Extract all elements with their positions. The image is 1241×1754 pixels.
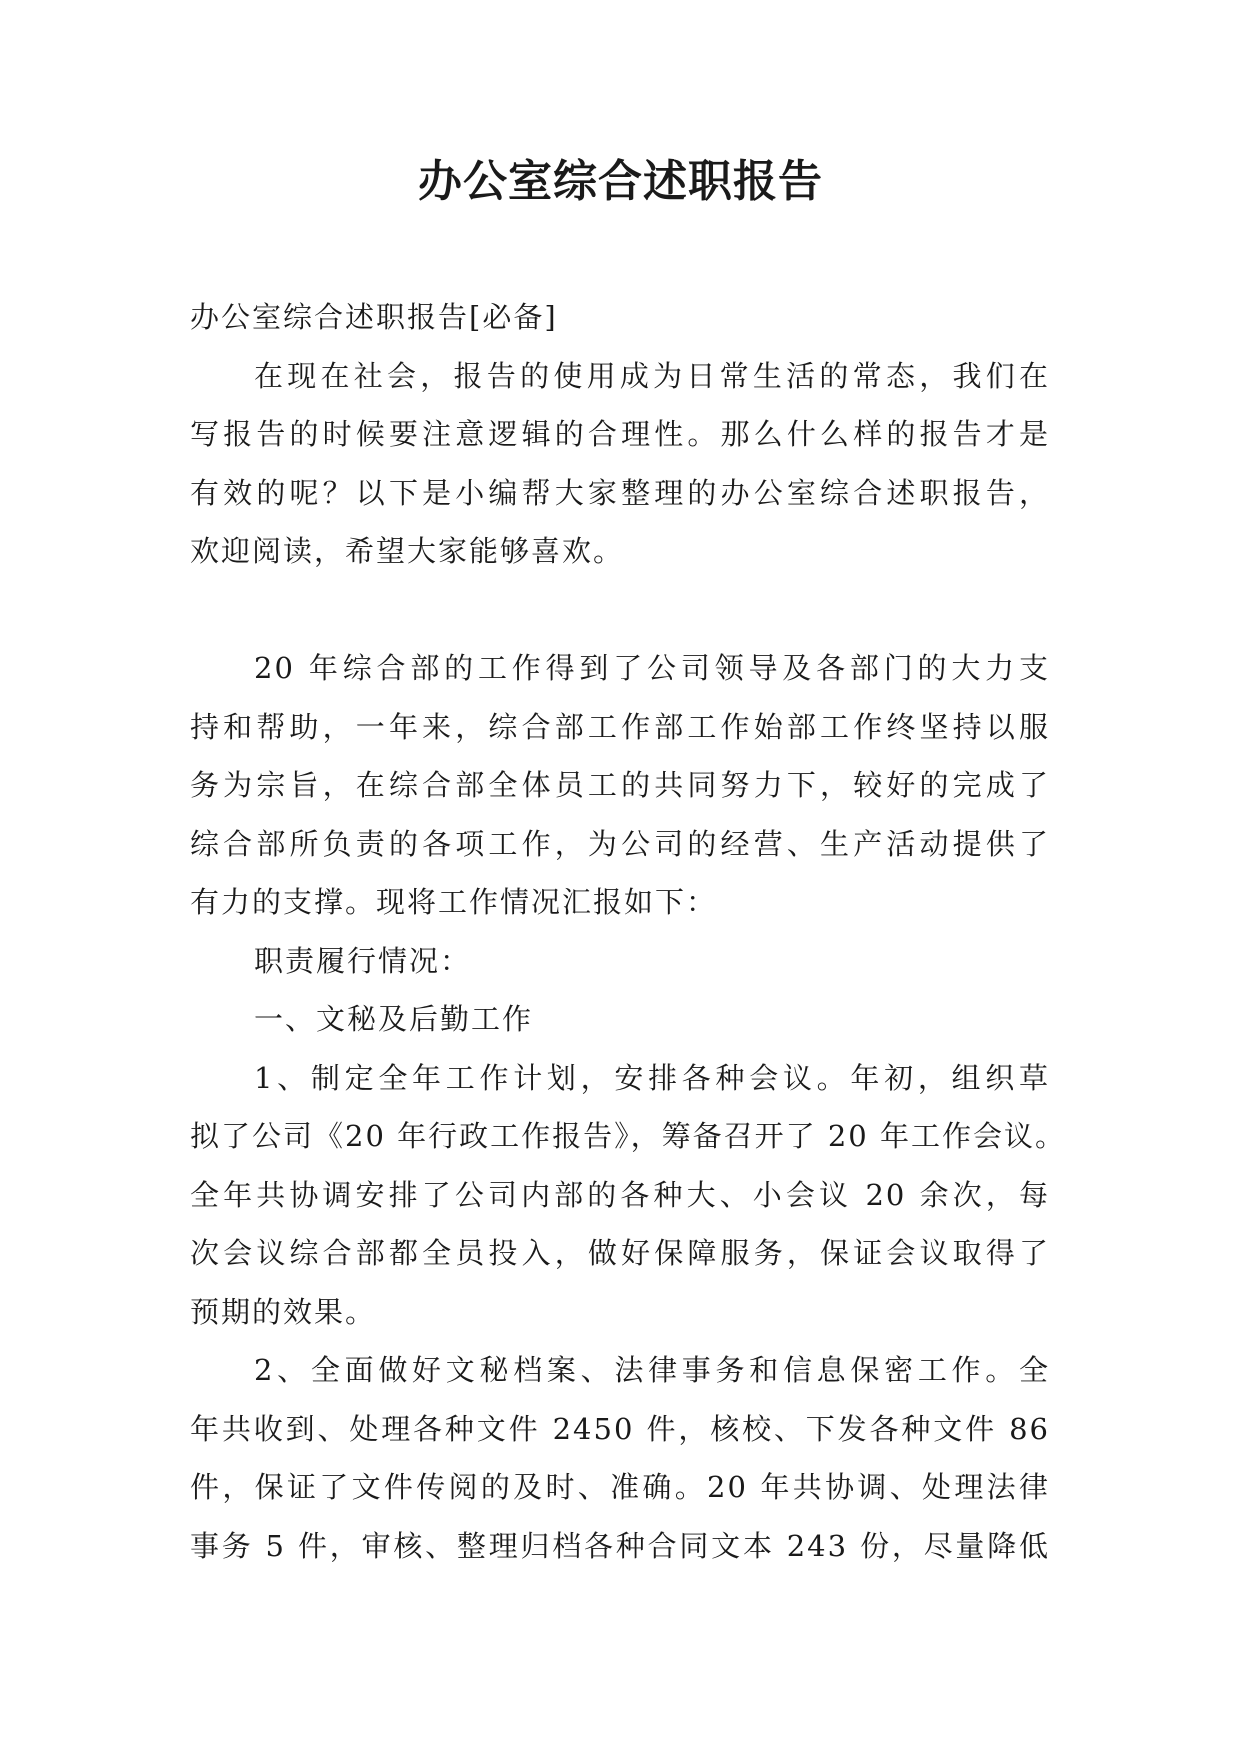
item1-line-1: 1、制定全年工作计划，安排各种会议。年初，组织草 — [254, 1060, 1050, 1095]
item1-line-2: 拟了公司《20 年行政工作报告》，筹备召开了 20 年工作会议。 — [190, 1119, 1066, 1153]
item1-line-4: 次会议综合部都全员投入，做好保障服务，保证会议取得了 — [190, 1236, 1050, 1270]
summary-line-5: 有力的支撑。现将工作情况汇报如下： — [190, 885, 718, 919]
section-heading-duties: 职责履行情况： — [254, 943, 472, 978]
summary-line-2: 持和帮助，一年来，综合部工作部工作始部工作终坚持以服 — [190, 709, 1050, 744]
item1-line-5: 预期的效果。 — [190, 1294, 377, 1329]
item2-line-3: 件，保证了文件传阅的及时、准确。20 年共协调、处理法律 — [190, 1470, 1050, 1504]
summary-line-1: 20 年综合部的工作得到了公司领导及各部门的大力支 — [254, 651, 1050, 685]
paragraph-gap — [190, 581, 1050, 640]
document-body — [190, 288, 1066, 1575]
document-title: 办公室综合述职报告 — [418, 156, 823, 207]
intro-line-3: 有效的呢？以下是小编帮大家整理的办公室综合述职报告， — [190, 475, 1050, 510]
intro-line-2: 写报告的时候要注意逻辑的合理性。那么什么样的报告才是 — [190, 417, 1050, 451]
item2-line-1: 2、全面做好文秘档案、法律事务和信息保密工作。全 — [254, 1353, 1050, 1387]
item2-line-2: 年共收到、处理各种文件 2450 件，核校、下发各种文件 86 — [190, 1411, 1050, 1446]
item2-line-4: 事务 5 件，审核、整理归档各种合同文本 243 份，尽量降低 — [190, 1528, 1050, 1563]
intro-line-1: 在现在社会，报告的使用成为日常生活的常态，我们在 — [254, 358, 1050, 393]
section-heading-1: 一、文秘及后勤工作 — [254, 1002, 534, 1036]
item1-line-3: 全年共协调安排了公司内部的各种大、小会议 20 余次，每 — [190, 1177, 1050, 1212]
summary-line-3: 务为宗旨，在综合部全体员工的共同努力下，较好的完成了 — [190, 768, 1050, 802]
subtitle-line: 办公室综合述职报告[必备] — [190, 300, 558, 334]
intro-line-4: 欢迎阅读，希望大家能够喜欢。 — [190, 534, 625, 568]
summary-line-4: 综合部所负责的各项工作，为公司的经营、生产活动提供了 — [190, 826, 1050, 861]
